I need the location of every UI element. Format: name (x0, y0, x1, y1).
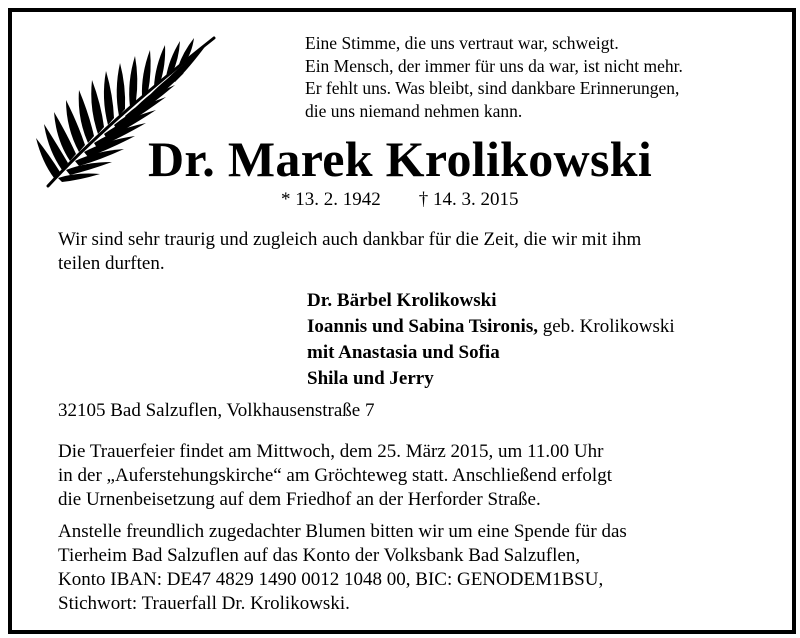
deceased-name: Dr. Marek Krolikowski (147, 131, 653, 187)
poem (305, 32, 683, 122)
life-dates (281, 188, 519, 212)
funeral-line: in der „Auferstehungskirche“ am Gröchteweg statt. Anschließend erfolgt (58, 465, 612, 486)
maiden-name-note: geb. Krolikowski (537, 316, 675, 337)
funeral-paragraph (58, 440, 612, 512)
address: 32105 Bad Salzuflen, Volkhausenstraße 7 (58, 400, 375, 421)
donation-line: Stichwort: Trauerfall Dr. Krolikowski. (58, 593, 350, 614)
poem-line: Er fehlt uns. Was bleibt, sind dankbare Erinnerungen, (305, 78, 680, 98)
poem-line: die uns niemand nehmen kann. (305, 100, 523, 121)
intro-paragraph (58, 228, 641, 276)
intro-line: Wir sind sehr traurig und zugleich auch dankbar für die Zeit, die wir mit ihm (58, 229, 642, 250)
family-member: Ioannis und Sabina Tsironis, (307, 316, 538, 337)
death-date: † 14. 3. 2015 (418, 189, 519, 210)
donation-line: Konto IBAN: DE47 4829 1490 0012 1048 00, BIC: GENODEM1BSU, (58, 569, 604, 590)
donation-paragraph (58, 520, 627, 616)
poem-line: Ein Mensch, der immer für uns da war, ist nicht mehr. (305, 55, 683, 76)
family-member: mit Anastasia und Sofia (307, 342, 500, 363)
intro-line: teilen durften. (58, 253, 165, 274)
funeral-line: die Urnenbeisetzung auf dem Friedhof an der Herforder Straße. (58, 489, 541, 510)
poem-line: Eine Stimme, die uns vertraut war, schweigt. (305, 33, 619, 53)
donation-line: Tierheim Bad Salzuflen auf das Konto der Volksbank Bad Salzuflen, (58, 545, 581, 566)
family-signatures (307, 288, 675, 392)
funeral-line: Die Trauerfeier findet am Mittwoch, dem 25. März 2015, um 11.00 Uhr (58, 441, 604, 462)
family-member: Dr. Bärbel Krolikowski (307, 290, 497, 311)
birth-date: * 13. 2. 1942 (281, 189, 381, 210)
family-member: Shila und Jerry (307, 368, 434, 389)
donation-line: Anstelle freundlich zugedachter Blumen bitten wir um eine Spende für das (58, 521, 627, 542)
